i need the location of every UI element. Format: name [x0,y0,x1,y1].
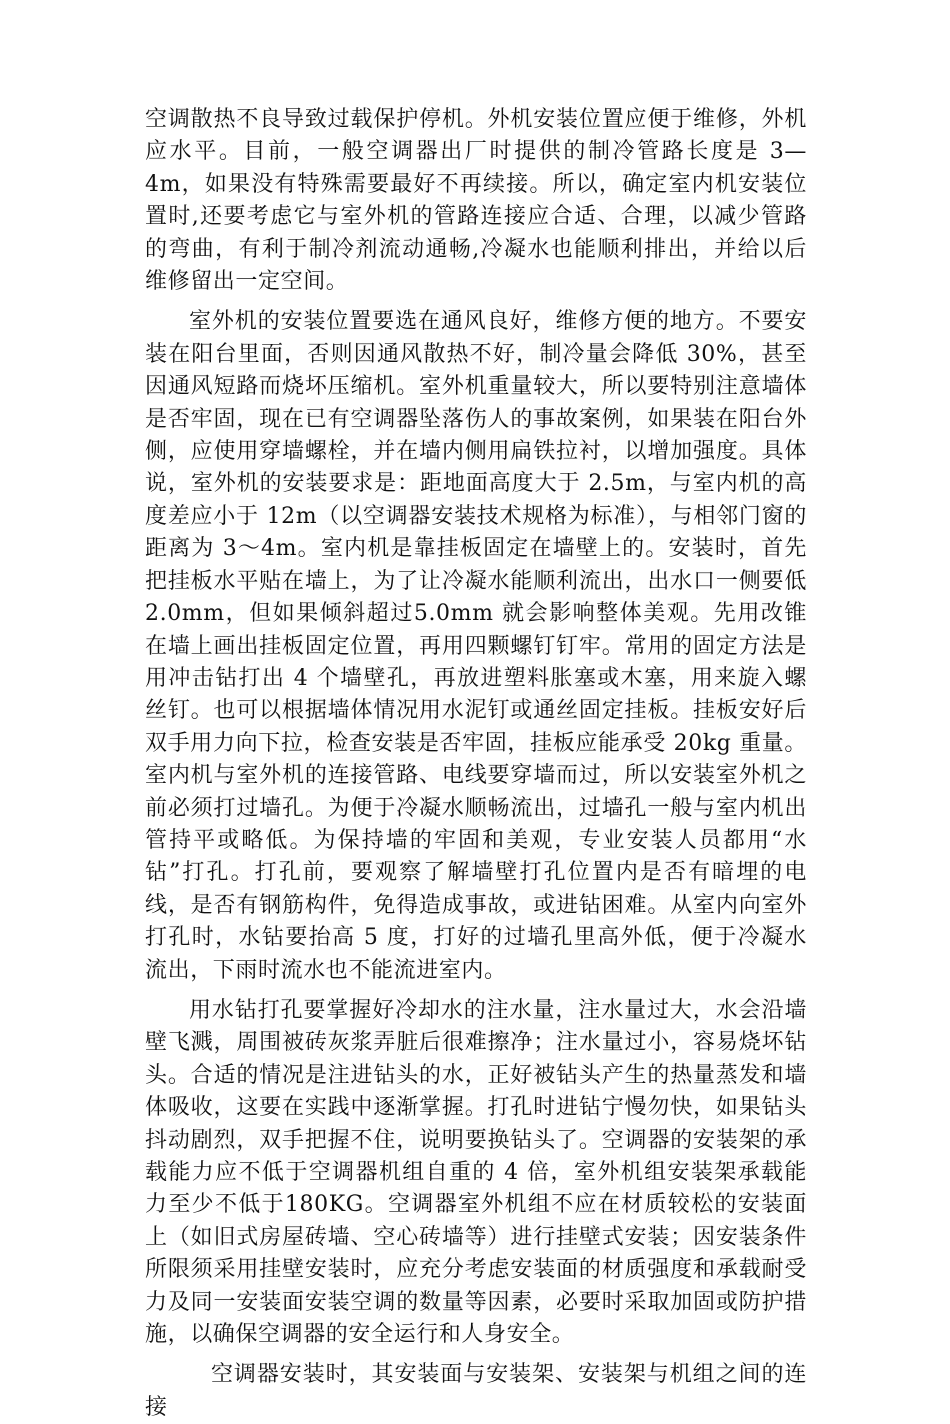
paragraph-2: 室外机的安装位置要选在通风良好，维修方便的地方。不要安装在阳台里面，否则因通风散热不好，制冷量会降低 30%，甚至因通风短路而烧坏压缩机。室外机重量较大，所以要特别注意墙体是否牢固，现在已有空调器坠落伤人的事故案例，如果装在阳台外侧，应使用穿墙螺栓，并在墙内侧用扁铁拉衬，以增加强度。具体说，室外机的安装要求是：距地面高度大于 2.5m，与室内机的高度差应小于 12m（以空调器安装技术规格为标准），与相邻门窗的距离为 3～4m。室内机是靠挂板固定在墙壁上的。安装时，首先把挂板水平贴在墙上，为了让冷凝水能顺利流出，出水口一侧要低 2.0mm，但如果倾斜超过5.0mm 就会影响整体美观。先用改锥在墙上画出挂板固定位置，再用四颗螺钉钉牢。常用的固定方法是用冲击钻打出 4 个墙壁孔，再放进塑料胀塞或木塞，用来旋入螺丝钉。也可以根据墙体情况用水泥钉或通丝固定挂板。挂板安好后双手用力向下拉，检查安装是否牢固，挂板应能承受 20kg 重量。室内机与室外机的连接管路、电线要穿墙而过，所以安装室外机之前必须打过墙孔。为便于冷凝水顺畅流出，过墙孔一般与室内机出管持平或略低。为保持墙的牢固和美观，专业安装人员都用“水钻”打孔。打孔前，要观察了解墙壁打孔位置内是否有暗埋的电线，是否有钢筋构件，免得造成事故，或进钻困难。从室内向室外打孔时，水钻要抬高 5 度，打好的过墙孔里高外低，便于冷凝水流出，下雨时流水也不能流进室内。 [145,309,807,983]
document-body [145,104,807,1424]
paragraph-3: 用水钻打孔要掌握好冷却水的注水量，注水量过大，水会沿墙壁飞溅，周围被砖灰浆弄脏后很难擦净；注水量过小，容易烧坏钻头。合适的情况是注进钻头的水，正好被钻头产生的热量蒸发和墙体吸收，这要在实践中逐渐掌握。打孔时进钻宁慢勿快，如果钻头抖动剧烈，双手把握不住，说明要换钻头了。空调器的安装架的承载能力应不低于空调器机组自重的 4 倍，室外机组安装架承载能力至少不低于180KG。空调器室外机组不应在材质较松的安装面上（如旧式房屋砖墙、空心砖墙等）进行挂壁式安装；因安装条件所限须采用挂壁安装时，应充分考虑安装面的材质强度和承载耐受力及同一安装面安装空调的数量等因素，必要时采取加固或防护措施，以确保空调器的安全运行和人身安全。 [145,997,807,1348]
paragraph-4: 空调器安装时，其安装面与安装架、安装架与机组之间的连接 [145,1362,807,1420]
paragraph-1: 空调散热不良导致过载保护停机。外机安装位置应便于维修，外机应水平。目前，一般空调器出厂时提供的制冷管路长度是 3—4m，如果没有特殊需要最好不再续接。所以，确定室内机安装位置时,还要考虑它与室外机的管路连接应合适、合理，以减少管路的弯曲，有利于制冷剂流动通畅,冷凝水也能顺利排出，并给以后维修留出一定空间。 [145,107,807,295]
